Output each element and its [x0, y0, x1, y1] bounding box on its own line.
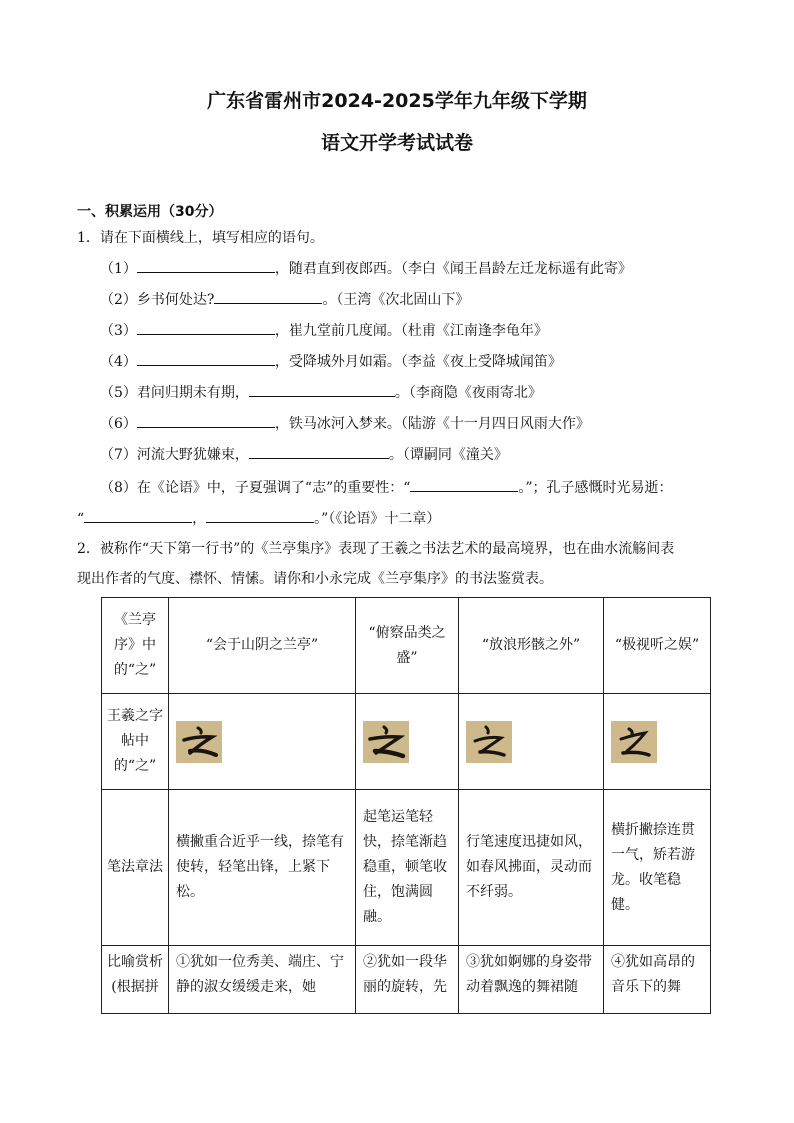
item-text: 。（李商隐《夜雨寄北》 — [394, 385, 542, 401]
q1-item-4 — [100, 351, 562, 372]
item-text: 。（谭嗣同《潼关》 — [388, 447, 508, 463]
table-cell: ④犹如高昂的音乐下的舞 — [604, 946, 711, 1014]
item-number: （6） — [100, 416, 137, 432]
table-row — [102, 694, 711, 790]
table-cell: 行笔速度迅捷如风，如春风拂面，灵动而不纤弱。 — [459, 790, 604, 946]
item-text: （2）乡书何处达? — [100, 292, 215, 308]
table-cell — [169, 694, 356, 790]
table-cell: 起笔运笔轻快，捺笔渐趋稳重，顿笔收住，饱满圆融。 — [356, 790, 459, 946]
table-row — [102, 790, 711, 946]
calligraphy-zhi-image — [176, 721, 222, 763]
question-1-prompt: 1．请在下面横线上，填写相应的语句。 — [77, 230, 324, 246]
table-cell — [356, 694, 459, 790]
q1-item-6 — [100, 413, 590, 434]
answer-blank[interactable] — [137, 351, 275, 366]
table-cell: ②犹如一段华丽的旋转，先 — [356, 946, 459, 1014]
section-heading: 一、积累运用（30分） — [77, 204, 223, 220]
table-cell: 横折撇捺连贯一气，矫若游龙。收笔稳健。 — [604, 790, 711, 946]
answer-blank[interactable] — [249, 382, 395, 397]
answer-blank[interactable] — [249, 444, 389, 459]
answer-blank[interactable] — [137, 413, 275, 428]
document-title-line1: 广东省雷州市2024-2025学年九年级下学期 — [207, 90, 587, 112]
q1-item-1 — [100, 258, 632, 279]
table-cell — [459, 694, 604, 790]
table-cell: “会于山阴之兰亭” — [169, 598, 356, 694]
answer-blank[interactable] — [206, 508, 314, 523]
item-text: （5）君问归期未有期， — [100, 385, 249, 401]
table-cell: ③犹如婀娜的身姿带动着飘逸的舞裙随 — [459, 946, 604, 1014]
table-cell: ①犹如一位秀美、端庄、宁静的淑女缓缓走来，她 — [169, 946, 356, 1014]
item-text: 。（王湾《次北固山下》 — [322, 292, 470, 308]
question-2-prompt-line1: 2．被称作“天下第一行书”的《兰亭集序》表现了王羲之书法艺术的最高境界，也在曲水流觞间表 — [77, 541, 675, 557]
item-number: （4） — [100, 354, 137, 370]
answer-blank[interactable] — [137, 320, 275, 335]
q1-item-3 — [100, 320, 548, 341]
item-text: 。”；孔子感慨时光易逝： — [518, 480, 673, 496]
answer-blank[interactable] — [214, 289, 322, 304]
item-text: 。”（《论语》十二章） — [314, 511, 441, 527]
table-cell: 横撇重合近乎一线，捺笔有使转，轻笔出锋，上紧下松。 — [169, 790, 356, 946]
calligraphy-zhi-image — [611, 721, 657, 763]
calligraphy-zhi-image — [466, 721, 512, 763]
table-cell: “放浪形骸之外” — [459, 598, 604, 694]
table-row — [102, 598, 711, 694]
item-text: ，铁马冰河入梦来。（陆游《十一月四日风雨大作》 — [274, 416, 590, 432]
item-text: ， — [192, 511, 207, 527]
table-cell — [604, 694, 711, 790]
table-cell: “极视听之娱” — [604, 598, 711, 694]
document-title-line2: 语文开学考试试卷 — [320, 132, 473, 154]
table-cell: “俯察品类之盛” — [356, 598, 459, 694]
row-label: 王羲之字帖中的“之” — [102, 694, 169, 790]
calligraphy-zhi-image — [363, 721, 409, 763]
q1-item-8-line2 — [77, 508, 440, 529]
item-number: （3） — [100, 323, 137, 339]
row-label: 《兰亭序》中的“之” — [102, 598, 169, 694]
answer-blank[interactable] — [84, 508, 192, 523]
q1-item-8-line1 — [100, 477, 673, 498]
item-number: （1） — [100, 261, 137, 277]
item-text: （7）河流大野犹嫌束， — [100, 447, 249, 463]
q1-item-7 — [100, 444, 508, 465]
item-text: ，随君直到夜郎西。（李白《闻王昌龄左迁龙标遥有此寄》 — [274, 261, 632, 277]
q1-item-5 — [100, 382, 542, 403]
q1-item-2 — [100, 289, 469, 310]
question-2-prompt-line2: 现出作者的气度、襟怀、情愫。请你和小永完成《兰亭集序》的书法鉴赏表。 — [77, 571, 553, 587]
answer-blank[interactable] — [137, 258, 275, 273]
item-text: （8）在《论语》中，子夏强调了“志”的重要性：“ — [100, 480, 411, 496]
calligraphy-appreciation-table — [101, 597, 711, 1014]
table-row — [102, 946, 711, 1014]
row-label: 笔法章法 — [102, 790, 169, 946]
item-text: ，受降城外月如霜。（李益《夜上受降城闻笛》 — [274, 354, 562, 370]
row-label: 比喻赏析(根据拼 — [102, 946, 169, 1014]
answer-blank[interactable] — [410, 477, 518, 492]
item-text: ，崔九堂前几度闻。（杜甫《江南逢李龟年》 — [274, 323, 548, 339]
item-text: “ — [77, 511, 85, 527]
